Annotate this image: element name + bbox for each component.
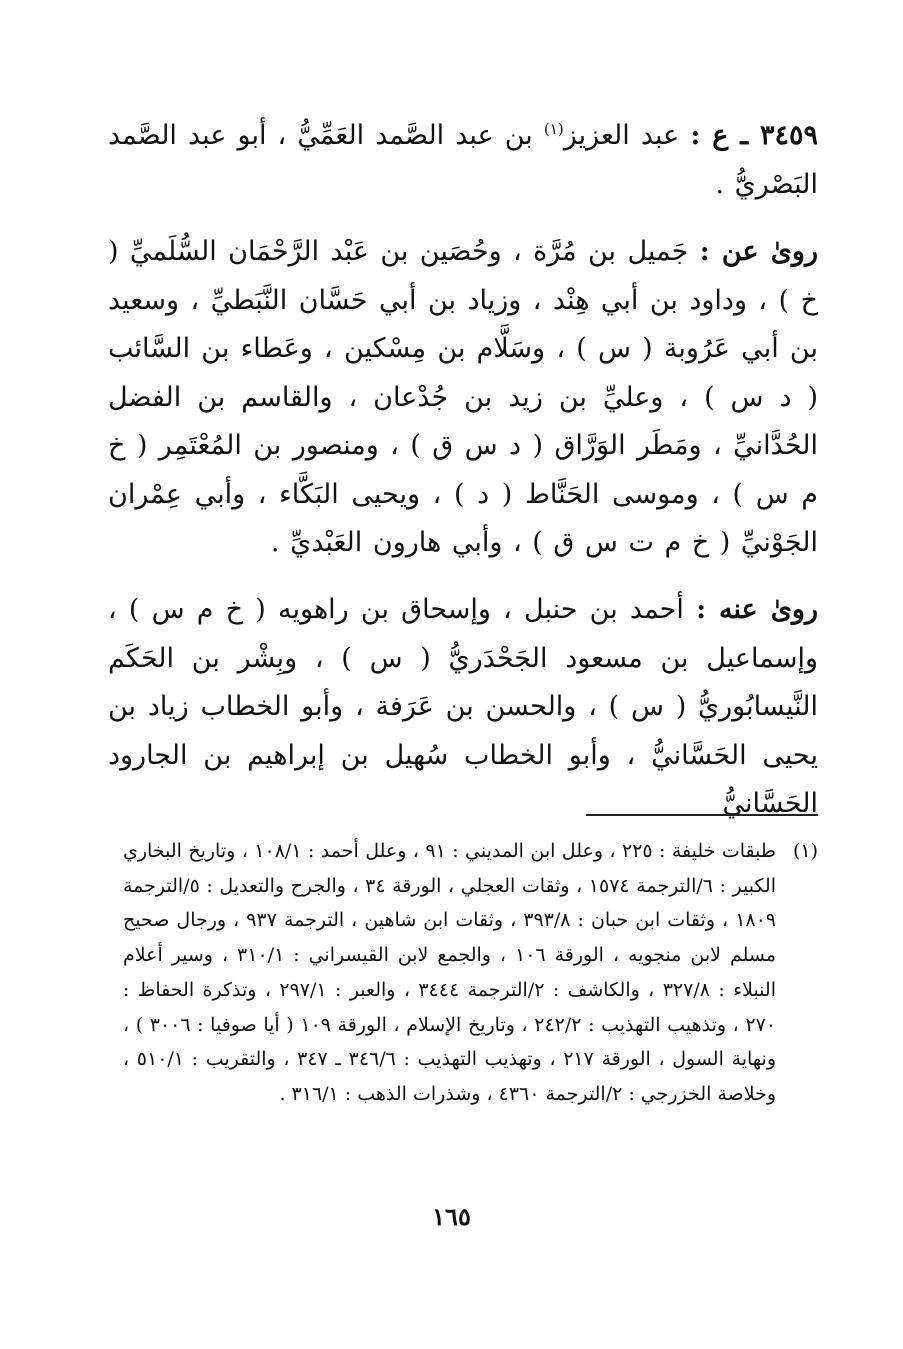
footnote-divider xyxy=(586,814,818,816)
narrated-from-label: روىٰ عن : xyxy=(699,236,818,267)
narrated-from-paragraph xyxy=(108,228,818,568)
narrated-from-text: جَميل بن مُرَّة ، وحُصَين بن عَبْد الرَّحْمَان السُّلَميِّ ( خ ) ، وداود بن أبي هِنْد ، وزياد بن أبي حَسَّان النَّبَطيِّ ، وسعيد بن أبي عَرُوبة ( س ) ، وسَلَّام بن مِسْكين ، وعَطاء بن السَّائب ( د س ) ، وعليِّ بن زيد بن جُدْعان ، والقاسم بن الفضل الحُدَّانيِّ ، ومَطَر الوَرَّاق ( د س ق ) ، ومنصور بن المُعْتَمِر ( خ م س ) ، وموسى الحَنَّاط ( د ) ، ويحيى البَكَّاء ، وأبي عِمْران الجَوْنيِّ ( خ م ت س ق ) ، وأبي هارون العَبْديِّ . xyxy=(108,236,818,558)
footnote-reference: (١) xyxy=(543,120,564,138)
entry-heading xyxy=(108,112,818,209)
entry-number-code: ٣٤٥٩ ـ ع : xyxy=(690,120,819,151)
entry-name-start: عبد العزيز xyxy=(563,120,680,151)
entry-heading-paragraph xyxy=(108,112,818,209)
narrated-from-section xyxy=(108,228,818,568)
entry-name-end: بن عبد الصَّمد العَمِّيُّ ، أبو عبد الصَّمد البَصْريُّ . xyxy=(108,120,818,200)
footnote xyxy=(123,834,818,1112)
narrated-by-text: أحمد بن حنبل ، وإسحاق بن راهويه ( خ م س ) ، وإسماعيل بن مسعود الجَحْدَريُّ ( س ) ، وبِشْر بن الحَكَم النَّيسابُوريُّ ( س ) ، والحسن بن عَرَفة ، وأبو الخطاب زياد بن يحيى الحَسَّانيُّ ، وأبو الخطاب سُهيل بن إبراهيم بن الجارود الحَسَّانيُّ xyxy=(108,594,818,819)
narrated-by-label: روىٰ عنه : xyxy=(696,594,818,625)
footnote-marker: (١) xyxy=(792,840,818,862)
narrated-by-paragraph xyxy=(108,586,818,829)
footnote-text: طبقات خليفة : ٢٢٥ ، وعلل ابن المديني : ٩١ ، وعلل أحمد : ١٠٨/١ ، وتاريخ البخاري الكبير : ٦/الترجمة ١٥٧٤ ، وثقات العجلي ، الورقة ٣٤ ، والجرح والتعديل : ٥/الترجمة ١٨٠٩ ، وثقات ابن حبان : ٣٩٣/٨ ، وثقات ابن شاهين ، الترجمة ٩٣٧ ، ورجال صحيح مسلم لابن منجويه ، الورقة ١٠٦ ، والجمع لابن القيسراني : ٣١٠/١ ، وسير أعلام النبلاء : ٣٢٧/٨ ، والكاشف : ٢/الترجمة ٣٤٤٤ ، والعبر : ٢٩٧/١ ، وتذكرة الحفاظ : ٢٧٠ ، وتذهيب التهذيب : ٢٤٢/٢ ، وتاريخ الإسلام ، الورقة ١٠٩ ( أيا صوفيا : ٣٠٠٦ ) ، ونهاية السول ، الورقة ٢١٧ ، وتهذيب التهذيب : ٣٤٦/٦ ـ ٣٤٧ ، والتقريب : ٥١٠/١ ، وخلاصة الخزرجي : ٢/الترجمة ٤٣٦٠ ، وشذرات الذهب : ٣١٦/١ . xyxy=(123,840,777,1105)
page-number: ١٦٥ xyxy=(432,1202,471,1231)
narrated-by-section xyxy=(108,586,818,829)
